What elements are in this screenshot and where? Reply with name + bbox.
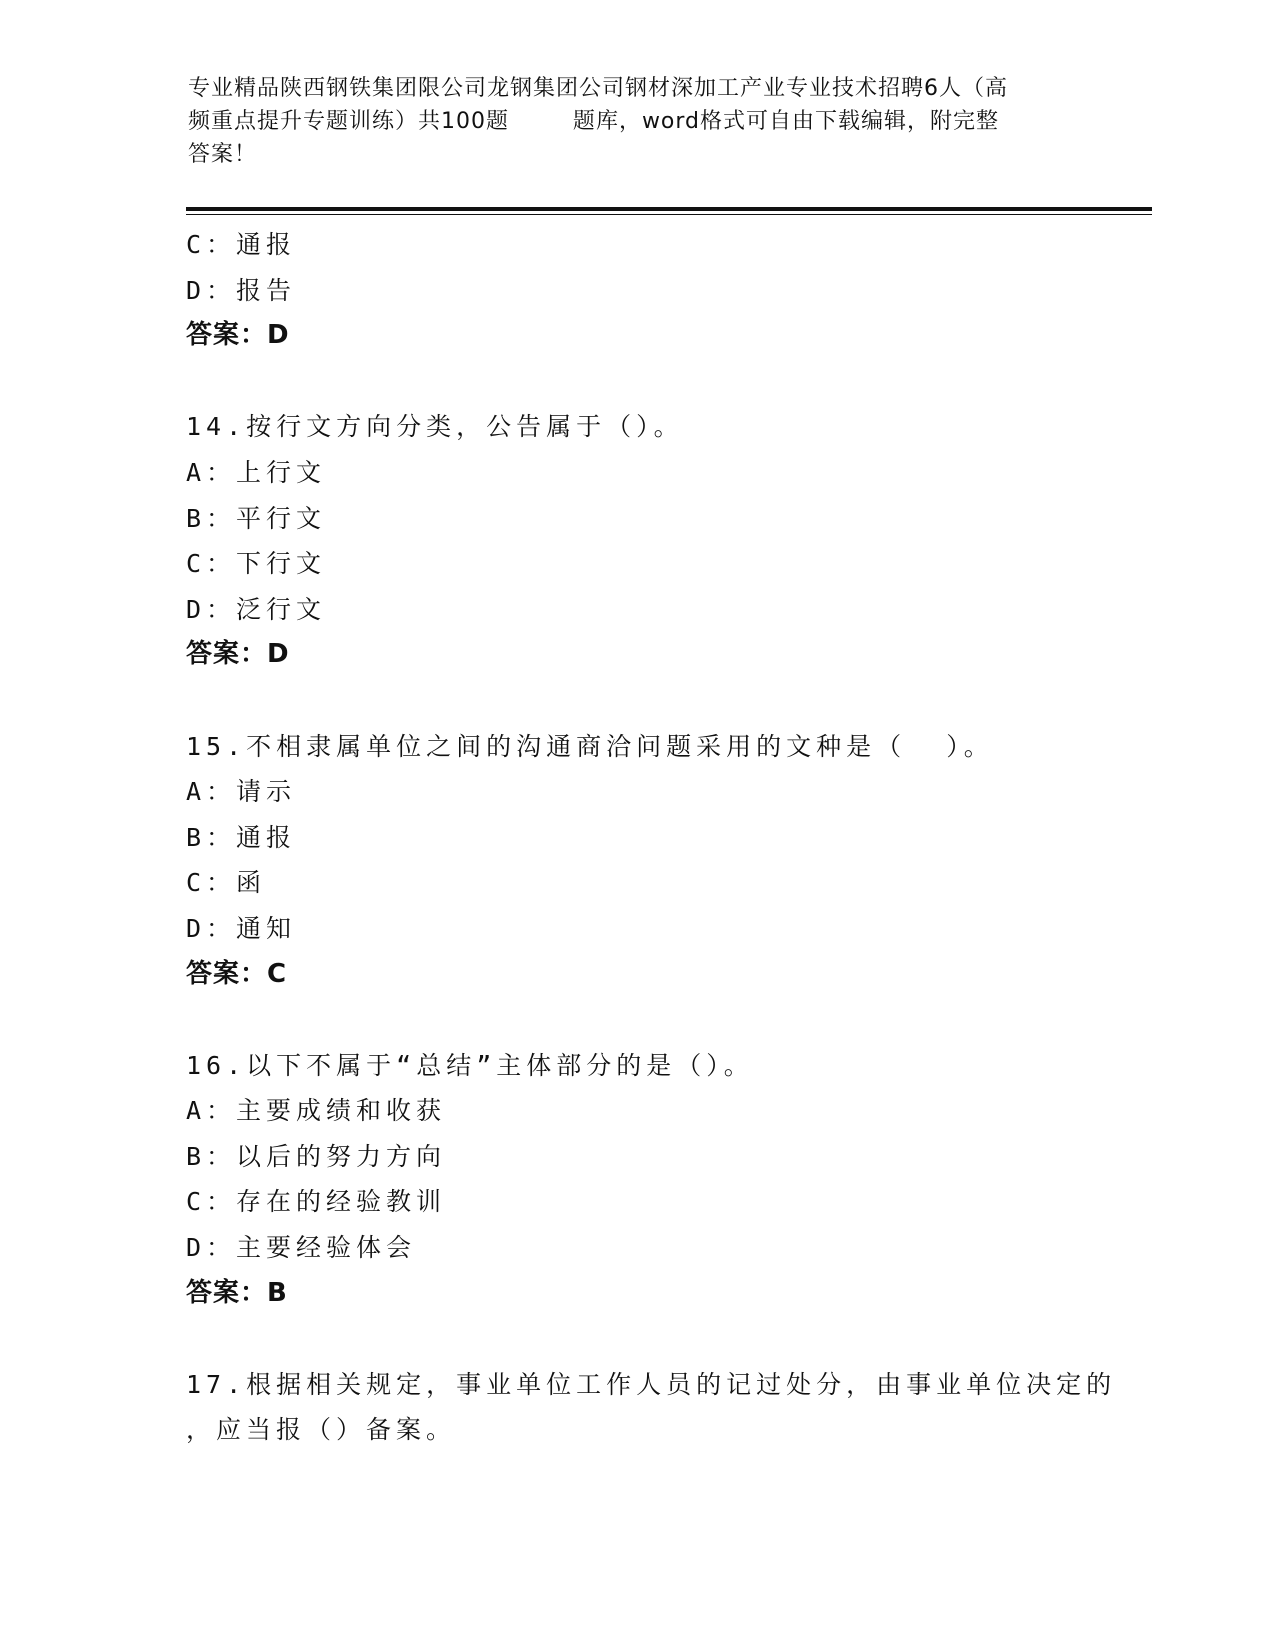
question-15 <box>186 724 1146 998</box>
option-c: C：存在的经验教训 <box>186 1187 447 1217</box>
answer-label: 答案：C <box>186 958 288 989</box>
question-17 <box>186 1362 1146 1453</box>
answer-label: 答案：B <box>186 1277 288 1308</box>
option-b: B：平行文 <box>186 503 327 533</box>
option-c: C：通报 <box>186 230 297 259</box>
answer-label: 答案：D <box>186 320 290 351</box>
header-line-2: 频重点提升专题训练）共100题 题库，word格式可自由下载编辑，附完整 <box>188 109 1000 134</box>
option-c: C：函 <box>186 868 267 898</box>
option-d: D：报告 <box>186 275 297 305</box>
question-stem: 15.不相隶属单位之间的沟通商洽问题采用的文种是（ ）。 <box>186 731 994 761</box>
option-c: C：下行文 <box>186 549 327 579</box>
option-d: D：通知 <box>186 913 297 943</box>
option-a: A：上行文 <box>186 457 327 487</box>
header-divider-thick <box>186 207 1152 211</box>
option-d: D：泛行文 <box>186 594 327 624</box>
question-13-tail <box>186 222 1146 359</box>
spacer <box>186 1316 1146 1362</box>
question-stem-continued: ，应当报（）备案。 <box>186 1415 457 1445</box>
document-header <box>188 72 1088 171</box>
answer-label: 答案：D <box>186 639 290 670</box>
spacer <box>186 359 1146 405</box>
question-stem: 16.以下不属于“总结”主体部分的是（）。 <box>186 1050 754 1080</box>
option-b: B：通报 <box>186 822 297 852</box>
question-14 <box>186 404 1146 678</box>
header-divider-thin <box>186 214 1152 215</box>
header-line-3: 答案！ <box>188 142 258 167</box>
option-a: A：主要成绩和收获 <box>186 1096 447 1126</box>
option-b: B：以后的努力方向 <box>186 1141 447 1171</box>
question-list <box>186 222 1146 1453</box>
header-line-1: 专业精品陕西钢铁集团限公司龙钢集团公司钢材深加工产业专业技术招聘6人（高 <box>188 76 1008 101</box>
spacer <box>186 678 1146 724</box>
question-stem: 14.按行文方向分类，公告属于（）。 <box>186 412 684 442</box>
spacer <box>186 997 1146 1043</box>
question-stem: 17.根据相关规定，事业单位工作人员的记过处分，由事业单位决定的 <box>186 1369 1117 1399</box>
question-16 <box>186 1043 1146 1317</box>
option-d: D：主要经验体会 <box>186 1233 417 1263</box>
option-a: A：请示 <box>186 777 297 807</box>
